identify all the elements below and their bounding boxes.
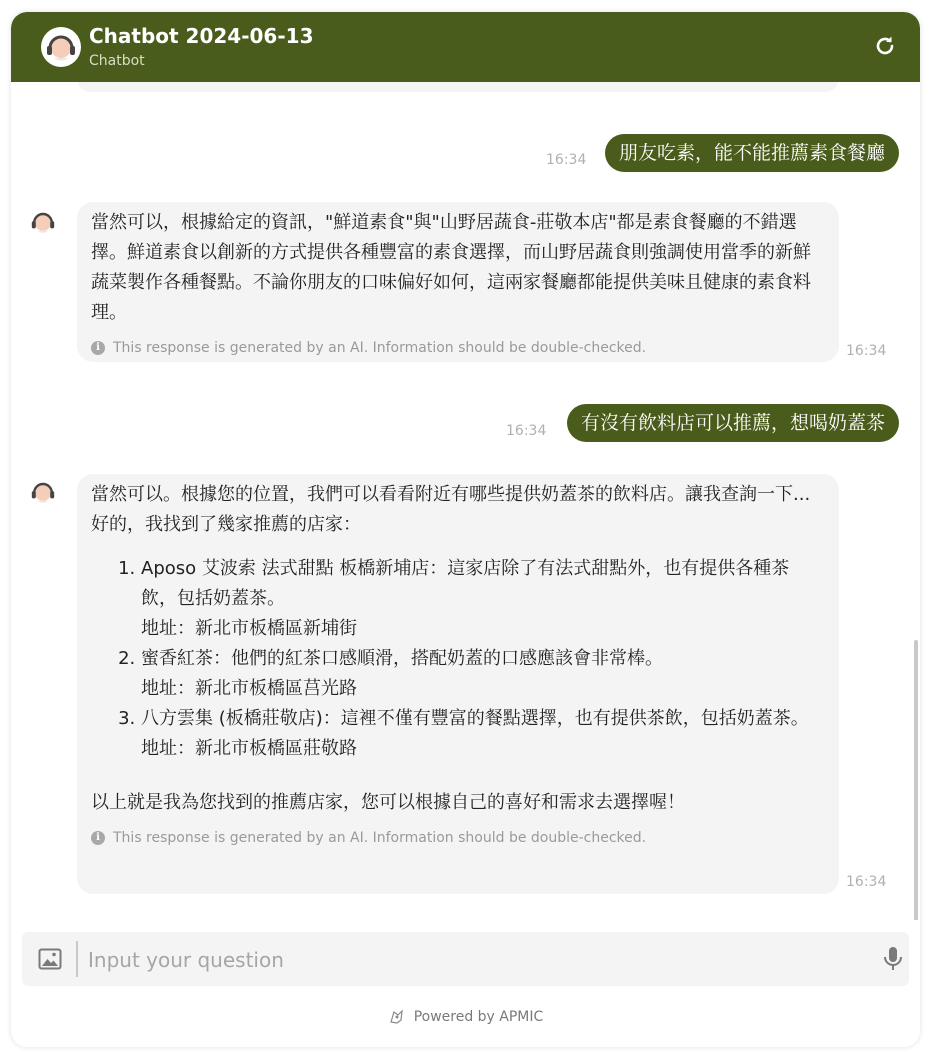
message-list[interactable]	[11, 82, 920, 920]
store-description: 蜜香紅茶：他們的紅茶口感順滑，搭配奶蓋的口感應該會非常棒。	[141, 648, 663, 669]
input-divider	[76, 941, 78, 977]
user-message-bubble: 有沒有飲料店可以推薦，想喝奶蓋茶	[567, 404, 899, 442]
info-icon: i	[91, 831, 105, 845]
question-input[interactable]	[86, 939, 860, 981]
ai-disclaimer	[91, 828, 825, 848]
user-message-time: 16:34	[506, 423, 547, 439]
chat-header	[11, 12, 920, 82]
store-list-item	[141, 554, 825, 644]
chat-window	[11, 12, 920, 1047]
disclaimer-text: This response is generated by an AI. Information should be double-checked.	[113, 340, 647, 356]
headset-agent-icon	[27, 476, 59, 508]
bot-message-bubble	[77, 202, 839, 362]
store-list-item	[141, 644, 825, 704]
ai-disclaimer	[91, 338, 825, 358]
info-icon: i	[91, 341, 105, 355]
powered-by-text: Powered by APMIC	[413, 1009, 544, 1025]
user-message-bubble: 朋友吃素，能不能推薦素食餐廳	[605, 134, 899, 172]
bot-message-text: 當然可以，根據給定的資訊，"鮮道素食"與"山野居蔬食-莊敬本店"都是素食餐廳的不錯選擇。鮮道素食以創新的方式提供各種豐富的素食選擇，而山野居蔬食則強調使用當季的新鮮蔬菜製作各種餐點。不論你朋友的口味偏好如何，這兩家餐廳都能提供美味且健康的素食料理。	[91, 212, 811, 323]
store-list	[91, 554, 825, 764]
bot-message-time: 16:34	[846, 874, 887, 890]
bot-message-closing: 以上就是我為您找到的推薦店家，您可以根據自己的喜好和需求去選擇喔！	[91, 792, 685, 813]
bot-avatar	[41, 27, 81, 67]
bot-message-avatar	[27, 206, 59, 238]
chat-scrollbar[interactable]	[914, 640, 918, 920]
image-icon	[38, 947, 62, 971]
voice-input-button[interactable]	[882, 946, 904, 972]
bot-message-intro: 當然可以。根據您的位置，我們可以看看附近有哪些提供奶蓋茶的飲料店。讓我查詢一下...好的，我找到了幾家推薦的店家：	[91, 484, 811, 535]
refresh-icon	[873, 34, 897, 58]
microphone-icon	[882, 946, 904, 972]
store-address: 地址：新北市板橋區莒光路	[141, 678, 357, 699]
previous-message-fragment	[77, 82, 839, 92]
store-list-item	[141, 704, 825, 764]
powered-by	[11, 1008, 920, 1026]
question-input-bar	[22, 932, 909, 986]
store-address: 地址：新北市板橋區莊敬路	[141, 738, 357, 759]
bot-message-avatar	[27, 476, 59, 508]
bot-message-time: 16:34	[846, 343, 887, 359]
image-upload-button[interactable]	[38, 947, 62, 971]
disclaimer-text: This response is generated by an AI. Information should be double-checked.	[113, 830, 647, 846]
bot-message-bubble	[77, 474, 839, 894]
headset-agent-icon	[41, 27, 81, 67]
store-description: 八方雲集 (板橋莊敬店)：這裡不僅有豐富的餐點選擇，也有提供茶飲，包括奶蓋茶。	[141, 708, 809, 729]
chat-title: Chatbot 2024-06-13	[89, 24, 314, 48]
user-message-time: 16:34	[546, 152, 587, 168]
chat-subtitle: Chatbot	[89, 53, 145, 69]
store-description: Aposo 艾波索 法式甜點 板橋新埔店：這家店除了有法式甜點外，也有提供各種茶飲，包括奶蓋茶。	[141, 558, 790, 609]
refresh-button[interactable]	[873, 34, 897, 58]
headset-agent-icon	[27, 206, 59, 238]
apmic-logo-icon	[388, 1008, 406, 1026]
store-address: 地址：新北市板橋區新埔街	[141, 618, 357, 639]
